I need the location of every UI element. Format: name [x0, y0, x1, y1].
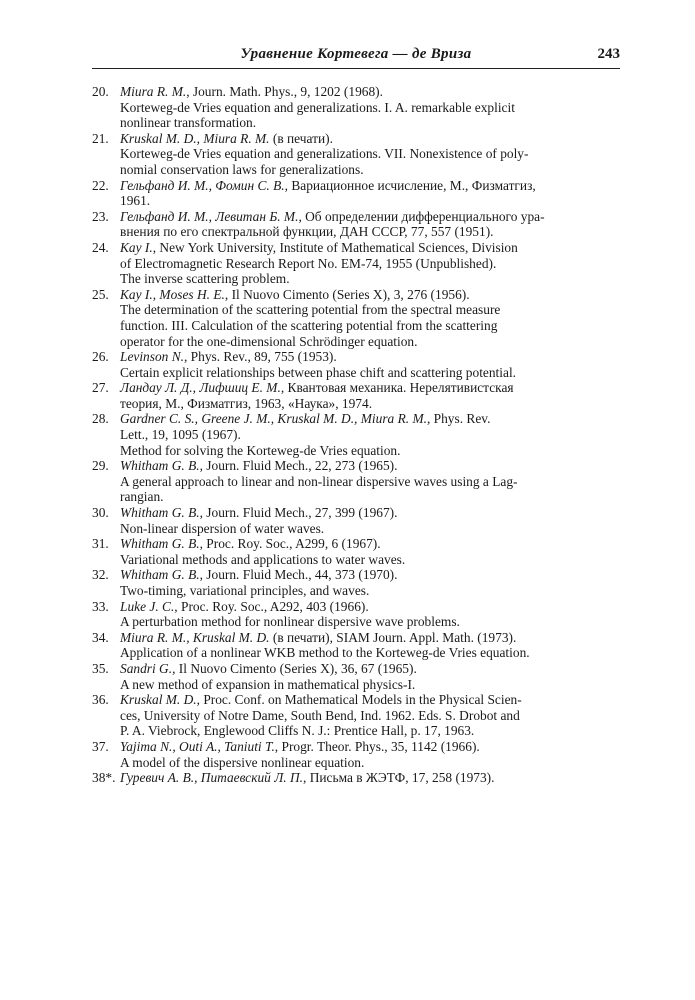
reference-text: nonlinear transformation.: [120, 115, 257, 131]
reference-line: [120, 583, 622, 599]
reference-line: [120, 443, 622, 459]
reference-text: , Phys. Rev., 89, 755 (1953).: [183, 349, 337, 365]
page-number: 243: [597, 46, 620, 62]
reference-line: [120, 318, 622, 334]
reference-line: [120, 692, 622, 708]
reference-text: The determination of the scattering potential from the spectral measure: [120, 302, 501, 318]
reference-entry: [92, 567, 622, 598]
reference-authors: Ландау Л. Д., Лифшиц Е. М.: [120, 380, 281, 396]
reference-body: [120, 661, 622, 692]
reference-line: [120, 708, 622, 724]
reference-text: (в печати).: [269, 130, 333, 146]
reference-body: [120, 411, 622, 458]
reference-text: (в печати), SIAM Journ. Appl. Math. (1973).: [269, 629, 517, 645]
reference-entry: [92, 458, 622, 505]
reference-entry: [92, 661, 622, 692]
reference-text: , Il Nuovo Cimento (Series X), 36, 67 (1965).: [172, 660, 417, 676]
reference-list: [92, 84, 622, 786]
reference-body: [120, 599, 622, 630]
reference-text: Korteweg-de Vries equation and generalizations. VII. Nonexistence of poly-: [120, 146, 529, 162]
reference-text: 1961.: [120, 193, 151, 209]
reference-text: Variational methods and applications to water waves.: [120, 551, 406, 567]
reference-text: A perturbation method for nonlinear dispersive wave problems.: [120, 614, 460, 630]
reference-text: , Journ. Fluid Mech., 27, 399 (1967).: [199, 505, 398, 521]
reference-entry: [92, 770, 622, 786]
reference-body: [120, 630, 622, 661]
running-header: [92, 44, 620, 69]
reference-line: [120, 380, 622, 396]
reference-number: 23.: [92, 208, 109, 224]
reference-authors: Miura R. M.: [120, 84, 187, 99]
reference-number: 21.: [92, 130, 109, 146]
reference-text: The inverse scattering problem.: [120, 271, 290, 287]
reference-body: [120, 131, 622, 178]
reference-authors: Sandri G.: [120, 660, 173, 676]
reference-line: [120, 396, 622, 412]
reference-number: 35.: [92, 660, 109, 676]
reference-text: , Phys. Rev.: [426, 411, 491, 427]
reference-number: 37.: [92, 738, 109, 754]
reference-line: [120, 256, 622, 272]
reference-text: , Il Nuovo Cimento (Series X), 3, 276 (1956).: [224, 286, 470, 302]
reference-entry: [92, 505, 622, 536]
reference-text: Application of a nonlinear WKB method to the Korteweg-de Vries equation.: [120, 645, 530, 661]
reference-number: 28.: [92, 411, 109, 427]
reference-text: nomial conservation laws for generalizations.: [120, 161, 364, 177]
reference-line: [120, 661, 622, 677]
reference-line: [120, 739, 622, 755]
reference-line: [120, 755, 622, 771]
reference-number: 31.: [92, 536, 109, 552]
reference-number: 24.: [92, 239, 109, 255]
reference-authors: Miura R. M., Kruskal M. D.: [120, 629, 270, 645]
reference-number: 27.: [92, 380, 109, 396]
reference-entry: [92, 739, 622, 770]
reference-line: [120, 240, 622, 256]
reference-line: [120, 224, 622, 240]
reference-text: , Journ. Fluid Mech., 22, 273 (1965).: [199, 458, 398, 474]
reference-entry: [92, 380, 622, 411]
reference-line: [120, 302, 622, 318]
reference-text: , Progr. Theor. Phys., 35, 1142 (1966).: [274, 738, 480, 754]
reference-text: , Proc. Roy. Soc., A299, 6 (1967).: [199, 536, 381, 552]
reference-line: [120, 489, 622, 505]
reference-line: [120, 349, 622, 365]
reference-text: внения по его спектральной функции, ДАН СССР, 77, 557 (1951).: [120, 224, 494, 240]
reference-text: function. III. Calculation of the scattering potential from the scattering: [120, 317, 498, 333]
reference-line: [120, 100, 622, 116]
reference-body: [120, 287, 622, 349]
reference-text: rangian.: [120, 489, 164, 505]
reference-line: [120, 567, 622, 583]
reference-text: Lett., 19, 1095 (1967).: [120, 427, 241, 443]
reference-text: , Proc. Roy. Soc., A292, 403 (1966).: [174, 598, 369, 614]
reference-line: [120, 521, 622, 537]
reference-body: [120, 739, 622, 770]
reference-line: [120, 770, 622, 786]
reference-line: [120, 723, 622, 739]
reference-line: [120, 458, 622, 474]
reference-line: [120, 365, 622, 381]
reference-authors: Levinson N.: [120, 349, 184, 365]
reference-authors: Kruskal M. D., Miura R. M.: [120, 130, 270, 146]
reference-entry: [92, 84, 622, 131]
reference-number: 29.: [92, 458, 109, 474]
reference-text: , Квантовая механика. Нерелятивистская: [280, 380, 514, 396]
reference-authors: Yajima N., Outi A., Taniuti T.: [120, 738, 275, 754]
reference-line: [120, 193, 622, 209]
reference-line: [120, 131, 622, 147]
reference-line: [120, 287, 622, 303]
reference-line: [120, 630, 622, 646]
reference-text: , Proc. Conf. on Mathematical Models in the Physical Scien-: [196, 692, 522, 708]
reference-line: [120, 427, 622, 443]
reference-text: , Об определении дифференциального ура-: [298, 208, 545, 224]
reference-text: P. A. Viebrock, Englewood Cliffs N. J.: Prentice Hall, p. 17, 1963.: [120, 723, 475, 739]
reference-line: [120, 645, 622, 661]
reference-line: [120, 677, 622, 693]
reference-number: 33.: [92, 598, 109, 614]
reference-body: [120, 536, 622, 567]
reference-text: теория, М., Физматгиз, 1963, «Наука», 1974.: [120, 395, 373, 411]
reference-authors: Whitham G. B.: [120, 505, 200, 521]
reference-body: [120, 567, 622, 598]
reference-text: Korteweg-de Vries equation and generalizations. I. A. remarkable explicit: [120, 99, 515, 115]
reference-body: [120, 178, 622, 209]
reference-text: A model of the dispersive nonlinear equation.: [120, 754, 365, 770]
reference-line: [120, 411, 622, 427]
reference-text: Certain explicit relationships between phase chift and scattering potential.: [120, 364, 517, 380]
reference-authors: Гельфанд И. М., Фомин С. В.: [120, 177, 285, 193]
reference-entry: [92, 411, 622, 458]
reference-text: , Письма в ЖЭТФ, 17, 258 (1973).: [303, 770, 495, 786]
reference-text: Two-timing, variational principles, and waves.: [120, 583, 370, 598]
reference-body: [120, 380, 622, 411]
reference-line: [120, 334, 622, 350]
reference-authors: Гуревич А. В., Питаевский Л. П.: [120, 770, 303, 786]
reference-line: [120, 599, 622, 615]
reference-line: [120, 552, 622, 568]
reference-body: [120, 349, 622, 380]
reference-entry: [92, 287, 622, 349]
reference-number: 30.: [92, 505, 109, 521]
reference-entry: [92, 349, 622, 380]
reference-body: [120, 692, 622, 739]
reference-authors: Whitham G. B.: [120, 458, 200, 474]
reference-text: Method for solving the Korteweg-de Vries equation.: [120, 442, 401, 458]
reference-authors: Gardner C. S., Greene J. M., Kruskal M. D., Miura R. M.: [120, 411, 427, 427]
reference-text: ces, University of Notre Dame, South Bend, Ind. 1962. Eds. S. Drobot and: [120, 707, 520, 723]
reference-authors: Kay I., Moses H. E.: [120, 286, 225, 302]
reference-entry: [92, 599, 622, 630]
reference-number: 38*.: [92, 770, 116, 786]
reference-body: [120, 209, 622, 240]
reference-number: 25.: [92, 286, 109, 302]
reference-entry: [92, 692, 622, 739]
reference-line: [120, 505, 622, 521]
reference-authors: Luke J. C.: [120, 598, 175, 614]
reference-number: 22.: [92, 177, 109, 193]
reference-number: 34.: [92, 629, 109, 645]
reference-authors: Whitham G. B.: [120, 536, 200, 552]
reference-number: 32.: [92, 567, 109, 583]
reference-line: [120, 209, 622, 225]
reference-entry: [92, 536, 622, 567]
reference-text: of Electromagnetic Research Report No. EM-74, 1955 (Unpublished).: [120, 255, 497, 271]
reference-text: , Journ. Fluid Mech., 44, 373 (1970).: [199, 567, 398, 583]
reference-line: [120, 84, 622, 100]
reference-entry: [92, 131, 622, 178]
reference-line: [120, 474, 622, 490]
reference-text: A new method of expansion in mathematical physics-I.: [120, 676, 416, 692]
reference-line: [120, 115, 622, 131]
reference-body: [120, 84, 622, 131]
reference-entry: [92, 209, 622, 240]
reference-number: 26.: [92, 349, 109, 365]
reference-body: [120, 240, 622, 287]
reference-text: , New York University, Institute of Mathematical Sciences, Division: [152, 239, 518, 255]
reference-line: [120, 614, 622, 630]
reference-line: [120, 271, 622, 287]
running-title: Уравнение Кортевега — де Вриза: [240, 46, 472, 62]
reference-body: [120, 458, 622, 505]
reference-line: [120, 178, 622, 194]
reference-authors: Kay I.: [120, 239, 153, 255]
reference-number: 36.: [92, 692, 109, 708]
reference-line: [120, 146, 622, 162]
reference-text: , Вариационное исчисление, М., Физматгиз,: [284, 177, 536, 193]
reference-authors: Гельфанд И. М., Левитан Б. М.: [120, 208, 299, 224]
reference-text: operator for the one-dimensional Schrödinger equation.: [120, 333, 418, 349]
reference-text: A general approach to linear and non-linear dispersive waves using a Lag-: [120, 473, 518, 489]
reference-body: [120, 505, 622, 536]
reference-authors: Whitham G. B.: [120, 567, 200, 583]
reference-number: 20.: [92, 84, 109, 99]
reference-authors: Kruskal M. D.: [120, 692, 197, 708]
reference-entry: [92, 240, 622, 287]
reference-entry: [92, 178, 622, 209]
reference-line: [120, 162, 622, 178]
reference-entry: [92, 630, 622, 661]
reference-text: , Journ. Math. Phys., 9, 1202 (1968).: [186, 84, 383, 99]
reference-body: [120, 770, 622, 786]
reference-line: [120, 536, 622, 552]
reference-text: Non-linear dispersion of water waves.: [120, 520, 325, 536]
